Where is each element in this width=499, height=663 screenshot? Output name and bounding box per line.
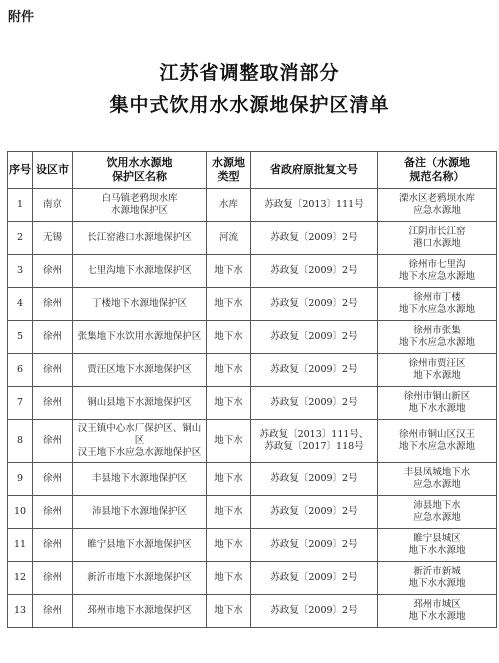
cell-approval-number: 苏政复〔2013〕111号	[251, 189, 378, 222]
cell-no: 8	[8, 420, 33, 463]
table-row	[8, 529, 497, 562]
cell-protection-zone-name: 七里沟地下水源地保护区	[73, 255, 207, 288]
cell-no: 12	[8, 562, 33, 595]
cell-remark: 新沂市新城 地下水水源地	[378, 562, 497, 595]
table-row	[8, 222, 497, 255]
header-approval-number: 省政府原批复文号	[251, 152, 378, 189]
table-row	[8, 420, 497, 463]
cell-protection-zone-name: 张集地下水饮用水源地保护区	[73, 321, 207, 354]
cell-remark: 丰县凤城地下水 应急水源地	[378, 463, 497, 496]
header-source-type: 水源地 类型	[207, 152, 251, 189]
cell-city: 徐州	[33, 529, 73, 562]
cell-source-type: 水库	[207, 189, 251, 222]
cell-remark: 溧水区老鸦坝水库 应急水源地	[378, 189, 497, 222]
cell-city: 徐州	[33, 354, 73, 387]
cell-city: 徐州	[33, 387, 73, 420]
cell-approval-number: 苏政复〔2009〕2号	[251, 387, 378, 420]
table-row	[8, 463, 497, 496]
cell-no: 3	[8, 255, 33, 288]
cell-approval-number: 苏政复〔2009〕2号	[251, 595, 378, 628]
header-remark: 备注（水源地 规范名称）	[378, 152, 497, 189]
cell-city: 无锡	[33, 222, 73, 255]
cell-protection-zone-name: 丁楼地下水源地保护区	[73, 288, 207, 321]
cell-city: 徐州	[33, 463, 73, 496]
table-row	[8, 255, 497, 288]
cell-city: 徐州	[33, 255, 73, 288]
cell-protection-zone-name: 长江窑港口水源地保护区	[73, 222, 207, 255]
cell-remark: 徐州市铜山区汉王 地下水应急水源地	[378, 420, 497, 463]
cell-source-type: 地下水	[207, 496, 251, 529]
cell-protection-zone-name: 贾汪区地下水源地保护区	[73, 354, 207, 387]
cell-remark: 江阴市长江窑 港口水源地	[378, 222, 497, 255]
cell-source-type: 地下水	[207, 354, 251, 387]
header-city: 设区市	[33, 152, 73, 189]
cell-no: 4	[8, 288, 33, 321]
header-no: 序号	[8, 152, 33, 189]
attachment-label: 附件	[8, 10, 35, 25]
document-title-line-2: 集中式饮用水水源地保护区清单	[109, 94, 390, 116]
cell-remark: 徐州市张集 地下水应急水源地	[378, 321, 497, 354]
cell-approval-number: 苏政复〔2009〕2号	[251, 529, 378, 562]
table-header-row	[8, 152, 497, 189]
table-row	[8, 288, 497, 321]
cell-remark: 沛县地下水 应急水源地	[378, 496, 497, 529]
cell-no: 6	[8, 354, 33, 387]
cell-city: 徐州	[33, 496, 73, 529]
cell-city: 徐州	[33, 321, 73, 354]
cell-approval-number: 苏政复〔2009〕2号	[251, 463, 378, 496]
cell-source-type: 地下水	[207, 321, 251, 354]
cell-approval-number: 苏政复〔2009〕2号	[251, 496, 378, 529]
cell-city: 徐州	[33, 420, 73, 463]
cell-source-type: 地下水	[207, 529, 251, 562]
cell-remark: 徐州市丁楼 地下水应急水源地	[378, 288, 497, 321]
cell-protection-zone-name: 铜山县地下水源地保护区	[73, 387, 207, 420]
cell-no: 1	[8, 189, 33, 222]
cell-city: 徐州	[33, 562, 73, 595]
cell-no: 7	[8, 387, 33, 420]
cell-approval-number: 苏政复〔2013〕111号、 苏政复〔2017〕118号	[251, 420, 378, 463]
cell-protection-zone-name: 丰县地下水源地保护区	[73, 463, 207, 496]
table-row	[8, 562, 497, 595]
cell-no: 9	[8, 463, 33, 496]
cell-approval-number: 苏政复〔2009〕2号	[251, 354, 378, 387]
cell-approval-number: 苏政复〔2009〕2号	[251, 288, 378, 321]
cell-source-type: 地下水	[207, 288, 251, 321]
water-source-table	[7, 151, 497, 628]
table-row	[8, 595, 497, 628]
cell-approval-number: 苏政复〔2009〕2号	[251, 255, 378, 288]
cell-no: 5	[8, 321, 33, 354]
cell-city: 徐州	[33, 595, 73, 628]
cell-city: 南京	[33, 189, 73, 222]
table-row	[8, 387, 497, 420]
cell-source-type: 地下水	[207, 595, 251, 628]
cell-protection-zone-name: 睢宁县地下水源地保护区	[73, 529, 207, 562]
cell-source-type: 河流	[207, 222, 251, 255]
cell-city: 徐州	[33, 288, 73, 321]
cell-protection-zone-name: 沛县地下水源地保护区	[73, 496, 207, 529]
cell-protection-zone-name: 邳州市地下水源地保护区	[73, 595, 207, 628]
cell-remark: 邳州市城区 地下水水源地	[378, 595, 497, 628]
cell-source-type: 地下水	[207, 420, 251, 463]
cell-no: 2	[8, 222, 33, 255]
cell-source-type: 地下水	[207, 562, 251, 595]
cell-remark: 徐州市铜山新区 地下水水源地	[378, 387, 497, 420]
cell-no: 10	[8, 496, 33, 529]
cell-remark: 徐州市贾汪区 地下水源地	[378, 354, 497, 387]
cell-remark: 睢宁县城区 地下水水源地	[378, 529, 497, 562]
cell-no: 11	[8, 529, 33, 562]
cell-approval-number: 苏政复〔2009〕2号	[251, 562, 378, 595]
header-protection-zone-name: 饮用水水源地 保护区名称	[73, 152, 207, 189]
cell-source-type: 地下水	[207, 255, 251, 288]
cell-approval-number: 苏政复〔2009〕2号	[251, 222, 378, 255]
cell-source-type: 地下水	[207, 463, 251, 496]
table-row	[8, 321, 497, 354]
cell-protection-zone-name: 汉王镇中心水厂保护区、铜山区 汉王地下水应急水源地保护区	[73, 420, 207, 463]
table-row	[8, 496, 497, 529]
table-row	[8, 189, 497, 222]
document-title-line-1: 江苏省调整取消部分	[159, 62, 340, 84]
table-row	[8, 354, 497, 387]
cell-protection-zone-name: 白马镇老鸦坝水库 水源地保护区	[73, 189, 207, 222]
cell-protection-zone-name: 新沂市地下水源地保护区	[73, 562, 207, 595]
cell-source-type: 地下水	[207, 387, 251, 420]
cell-approval-number: 苏政复〔2009〕2号	[251, 321, 378, 354]
cell-no: 13	[8, 595, 33, 628]
cell-remark: 徐州市七里沟 地下水应急水源地	[378, 255, 497, 288]
